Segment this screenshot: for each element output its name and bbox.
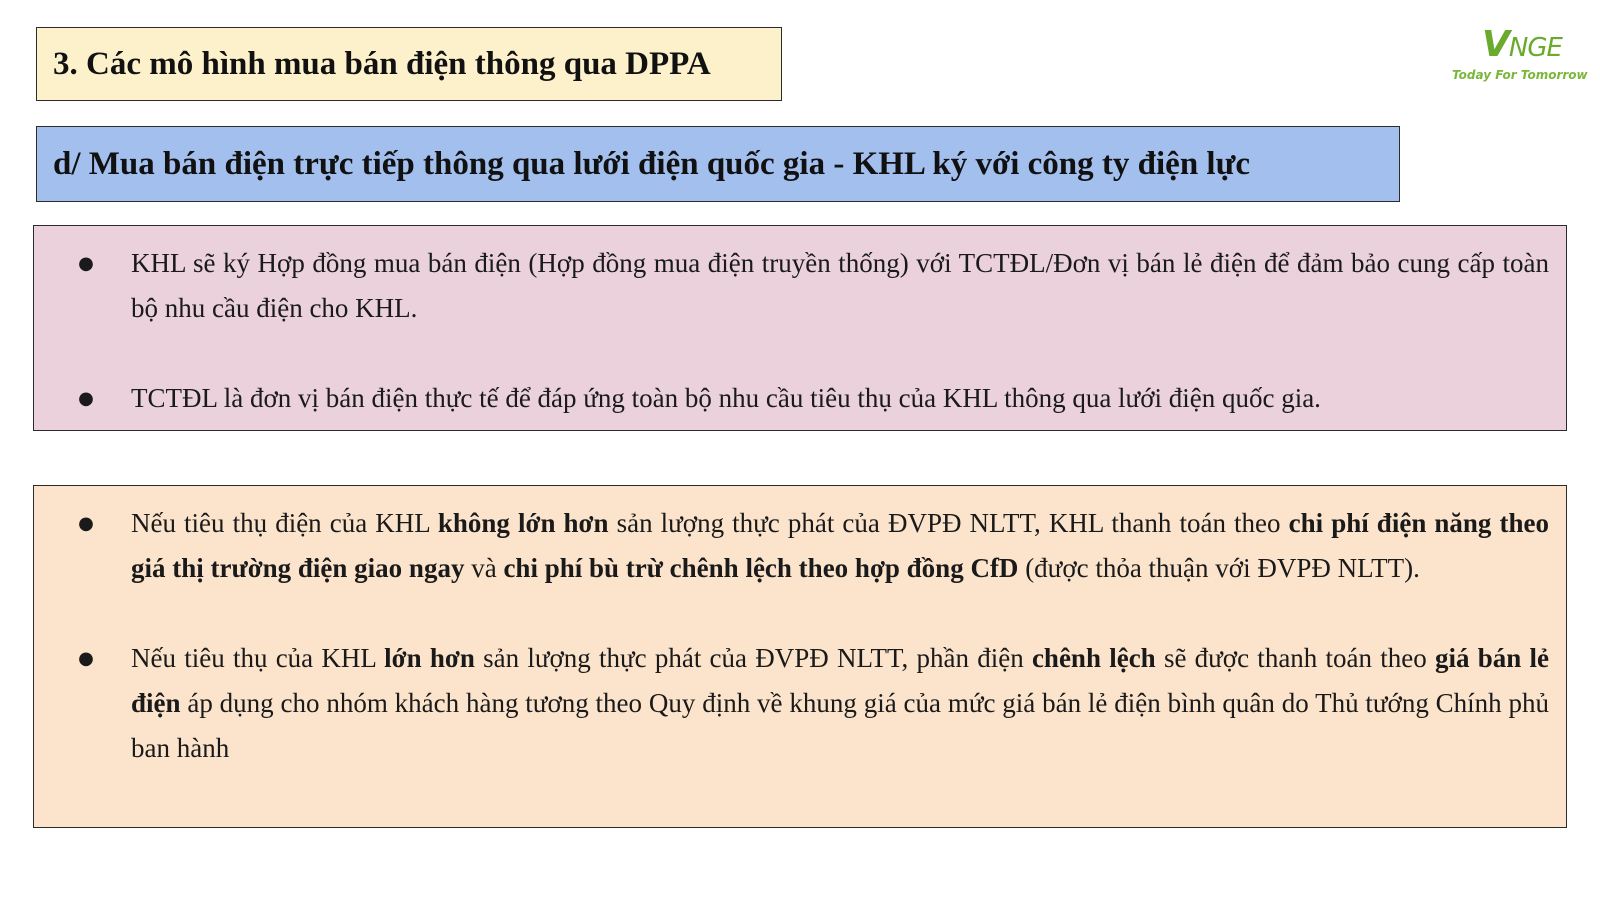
list-item <box>34 501 1566 591</box>
list-item <box>34 241 1566 331</box>
emphasis: giá bán lẻ điện <box>131 643 1550 718</box>
vnge-logo <box>1440 20 1590 90</box>
logo-tagline: Today For Tomorrow <box>1452 68 1588 82</box>
list-item-text: Nếu tiêu thụ điện của KHL không lớn hơn sản lượng thực phát của ĐVPĐ NLTT, KHL thanh toán theo chi phí điện năng theo giá thị trường điện giao ngay và chi phí bù trừ chênh lệch theo hợp đồng CfD (được thỏa thuận với ĐVPĐ NLTT). <box>131 508 1550 583</box>
bullet-icon: ● <box>78 648 94 669</box>
bullet-icon: ● <box>78 513 94 534</box>
bullet-icon: ● <box>78 253 94 274</box>
emphasis: không lớn hơn <box>437 508 609 538</box>
emphasis: chi phí bù trừ chênh lệch theo hợp đồng CfD <box>503 553 1019 583</box>
list-item-text: KHL sẽ ký Hợp đồng mua bán điện (Hợp đồng mua điện truyền thống) với TCTĐL/Đơn vị bán lẻ điện để đảm bảo cung cấp toàn bộ nhu cầu điện cho KHL. <box>131 248 1549 323</box>
contract-info-box <box>33 225 1567 431</box>
section-title: 3. Các mô hình mua bán điện thông qua DPPA <box>36 27 782 101</box>
list-item-text: TCTĐL là đơn vị bán điện thực tế để đáp ứng toàn bộ nhu cầu tiêu thụ của KHL thông qua lưới điện quốc gia. <box>131 383 1321 413</box>
subsection-title: d/ Mua bán điện trực tiếp thông qua lưới điện quốc gia - KHL ký với công ty điện lực <box>36 126 1400 202</box>
payment-rules-box <box>33 485 1567 828</box>
emphasis: chênh lệch <box>1031 643 1156 673</box>
list-item <box>34 376 1566 421</box>
list-item-text: Nếu tiêu thụ của KHL lớn hơn sản lượng thực phát của ĐVPĐ NLTT, phần điện chênh lệch sẽ được thanh toán theo giá bán lẻ điện áp dụng cho nhóm khách hàng tương theo Quy định về khung giá của mức giá bán lẻ điện bình quân do Thủ tướng Chính phủ ban hành <box>131 643 1550 763</box>
emphasis: lớn hơn <box>384 643 475 673</box>
emphasis: chi phí điện năng theo giá thị trường điện giao ngay <box>131 508 1550 583</box>
bullet-icon: ● <box>78 388 94 409</box>
logo-mark: VNGE <box>1482 24 1562 65</box>
list-item <box>34 636 1566 771</box>
